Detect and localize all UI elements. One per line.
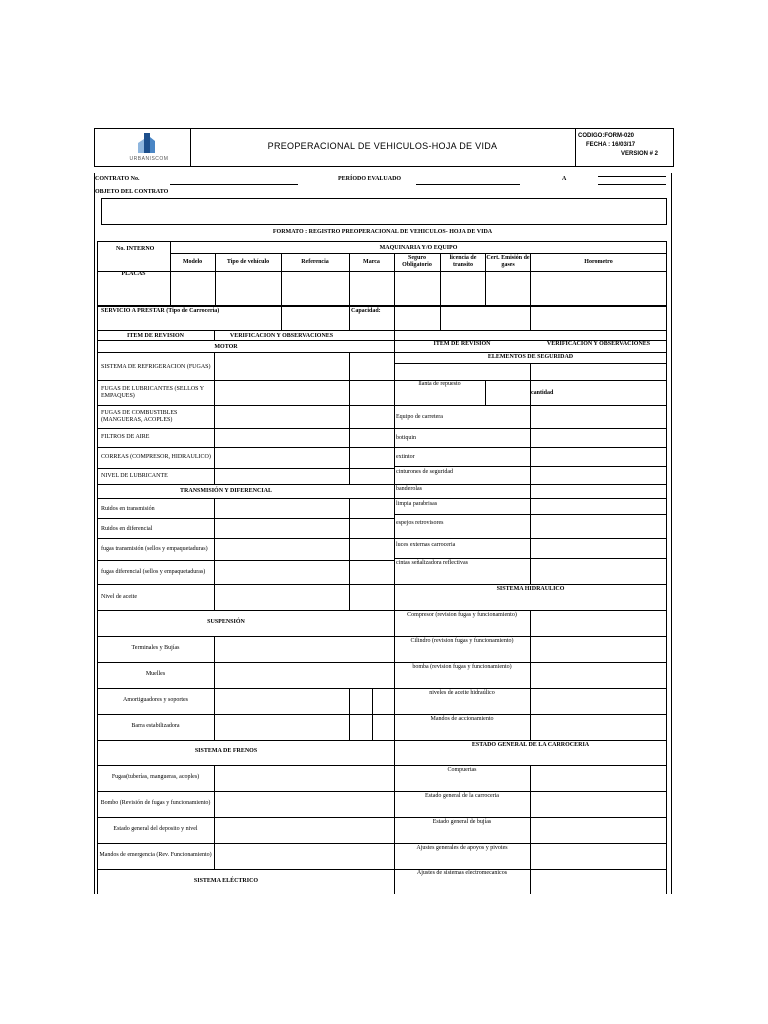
seguridad-title: ELEMENTOS DE SEGURIDAD [487,354,574,360]
motor-item: FILTROS DE AIRE [101,434,150,440]
left-item-header: ITEM DE REVISION [126,333,184,339]
carroceria-item: Ajustes generales de apoyos y pivotes [416,845,508,851]
contrato-field-line[interactable] [170,184,298,185]
servicio-label: SERVICIO A PRESTAR (Tipo de Carroceria) [101,308,220,314]
rule [170,253,667,254]
rule [349,688,350,740]
motor-item: CORREAS (COMPRESOR, HIDRAULICO) [101,454,211,460]
carroceria-title: ESTADO GENERAL DE LA CARROCERIA [471,742,590,748]
suspension-item: Muelles [145,671,166,677]
suspension-item: Terminales y Bujías [131,645,180,651]
seguridad-item: luces externas carroceria [396,542,456,548]
carroceria-item: Compuertas [447,767,477,773]
carroceria-item: Estado general de bujías [432,819,492,825]
seguridad-item: espejos retrovisores [396,520,444,526]
rule [394,558,667,559]
placas-label: PLACAS [121,271,146,277]
rule [97,584,394,585]
rule [97,330,667,331]
rule [97,662,394,663]
rule [394,405,667,406]
rule [530,610,531,740]
rule [214,352,215,484]
cantidad-label: cantidad [531,390,554,396]
periodo-field-line[interactable] [416,184,520,185]
rule [485,380,486,405]
col-licencia: licencia de transito [449,255,477,268]
seguridad-item: cintas señalizadora reflectivas [396,560,468,566]
col-seguro: Seguro Obligatorio [402,255,432,268]
rule [97,468,394,469]
rule [394,498,667,499]
motor-item: NIVEL DE LUBRICANTE [101,473,168,479]
logo-text: URBANISCOM [129,156,169,162]
rule [97,271,667,272]
carroceria-item: Ajustes de sistemas electromecanicos [416,870,508,876]
objeto-field[interactable] [101,198,667,225]
seguridad-item: cinturones de seguridad [396,469,453,475]
hidraulico-item: Mandos de accionamiento [430,716,494,722]
suspension-item: Amortiguadores y soportes [123,697,188,703]
frenos-item: Mandos de emergencia (Rev. Funcionamiento) [99,852,212,858]
rule [394,484,667,485]
motor-item: FUGAS DE LUBRICANTES (SELLOS Y EMPAQUES) [101,386,204,399]
rule [97,484,394,485]
contrato-label: CONTRATO No. [95,176,140,182]
col-cert: Cert. Emisión de gases [486,255,530,268]
hidraulico-item: niveles de aceite hidraúlico [429,690,495,696]
rule [349,498,350,610]
a-label: A [562,176,567,182]
rule [97,518,394,519]
seguridad-item: limpia parabrisas [396,501,438,507]
electrico-title: SISTEMA ELÉCTRICO [193,878,259,884]
rule [394,514,667,515]
llanta-item: llanta de repuesto [418,381,461,387]
a-field-line-bottom[interactable] [598,184,666,185]
rule [97,538,394,539]
frenos-item: Fugas(tuberías, mangueras, acoples) [111,774,200,780]
form-version: VERSION # 2 [621,151,659,157]
rule [394,428,667,429]
seguridad-item: Equipo de carretera [396,414,443,420]
rule [394,253,395,330]
rule [97,610,394,611]
rule [530,765,531,894]
col-marca: Marca [363,259,380,265]
rule [214,498,215,610]
hidraulico-title: SISTEMA HIDRAULICO [496,586,565,592]
rule [372,688,373,740]
a-field-line-top[interactable] [598,176,666,177]
motor-item: SISTEMA DE REFRIGERACION (FUGAS) [101,364,211,370]
rule [97,305,667,307]
rule [97,380,394,381]
rule [97,765,394,766]
objeto-label: OBJETO DEL CONTRATO [95,189,169,195]
rule [97,843,394,844]
formato-title: FORMATO : REGISTRO PREOPERACIONAL DE VEHICULOS- HOJA DE VIDA [272,229,493,235]
header-divider [575,128,576,167]
rule [97,352,667,353]
transmision-item: fugas diferencial (sellos y empaquetaduras) [101,569,206,575]
rule [97,869,394,870]
frenos-item: Estado general del deposito y nivel [113,826,198,832]
hidraulico-item: bomba (revision fugas y funcionamiento) [412,664,512,670]
rule [97,791,394,792]
form-right-border [671,173,672,894]
col-referencia: Referencia [301,259,329,265]
carroceria-item: Estado general de la carroceria [425,793,499,799]
seguridad-item: botiquin [396,435,417,441]
suspension-item: Barra estabilizadora [131,723,180,729]
transmision-item: fugas transmisión (sellos y empaquetaduras) [101,546,208,552]
rule [349,352,350,484]
transmision-title: TRANSMISIÓN Y DIFERENCIAL [180,488,272,494]
rule [394,466,667,467]
hidraulico-item: Compresor (revision fugas y funcionamiento) [407,612,517,618]
rule [97,447,394,448]
maquinaria-header: MAQUINARIA Y/O EQUIPO [379,245,458,251]
rule [97,740,394,741]
rule [97,817,394,818]
transmision-item: Ruidos en transmisión [101,506,155,512]
rule [97,560,394,561]
left-verif-header: VERIFICACION Y OBSERVACIONES [229,333,334,339]
seguridad-item: extintor [396,454,415,460]
col-modelo: Modelo [182,259,203,265]
rule [440,253,441,330]
col-tipo: Tipo de vehículo [226,259,270,265]
rule [394,447,667,448]
rule [97,636,394,637]
rule [394,538,667,539]
rule [97,428,394,429]
motor-title: MOTOR [214,344,238,350]
capacidad-label: Capacidad: [351,308,381,314]
form-date: FECHA : 16/03/17 [586,142,636,148]
hidraulico-item: Cilindro (revision fugas y funcionamiento) [410,638,514,644]
form-title: PREOPERACIONAL DE VEHICULOS-HOJA DE VIDA [267,141,498,151]
right-verif-header: VERIFICACION Y OBSERVACIONES [546,341,651,347]
periodo-label: PERÍODO EVALUADO [338,176,402,182]
suspension-title: SUSPENSIÓN [207,619,245,625]
seguridad-item: banderolas [396,486,422,492]
transmision-item: Ruidos en diferencial [101,526,153,532]
form-code: CODIGO:FORM-020 [578,133,635,139]
motor-item: FUGAS DE COMBUSTIBLES (MANGUERAS, ACOPLES) [101,410,178,423]
rule [97,405,394,406]
frenos-title: SISTEMA DE FRENOS [194,748,258,754]
rule [394,740,667,741]
frenos-item: Bombo (Revisión de fugas y funcionamiento) [100,800,211,806]
right-item-header: ITEM DE REVISION [433,341,491,347]
col-horometro: Horometro [584,259,613,265]
rule [394,584,667,585]
transmision-item: Nivel de aceite [101,594,137,600]
no-interno-label: No. INTERNO [116,246,155,252]
form-left-border [94,173,95,894]
